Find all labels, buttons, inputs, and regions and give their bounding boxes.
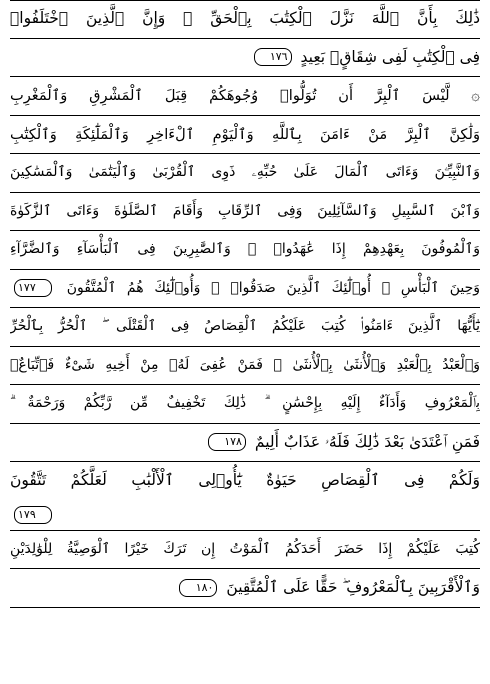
verse-line-11 <box>10 385 480 424</box>
line-text: بِٱلْمَعْرُوفِ وَأَدَآءٌ إِلَيْهِ بِإِحْسَٰنٍ ۗ ذَٰلِكَ تَخْفِيفٌ مِّن رَّبِّكُمْ وَرَحْمَةٌ ۗ <box>10 395 480 411</box>
verse-line-9 <box>10 308 480 347</box>
verse-line-4 <box>10 116 480 155</box>
ayah-number-marker: ١٧٦ <box>254 48 292 66</box>
verse-line-10 <box>10 347 480 386</box>
verse-line-15 <box>10 531 480 570</box>
line-text: ۞ لَّيْسَ ٱلْبِرَّ أَن تُوَلُّوا۟ وُجُوهَكُمْ قِبَلَ ٱلْمَشْرِقِ وَٱلْمَغْرِبِ <box>10 87 480 104</box>
line-text: يَٰٓأَيُّهَا ٱلَّذِينَ ءَامَنُوا۟ كُتِبَ عَلَيْكُمُ ٱلْقِصَاصُ فِى ٱلْقَتْلَى ۖ ٱلْحُرُّ بِٱلْحُرِّ <box>10 318 480 334</box>
line-text: وَٱلْمُوفُونَ بِعَهْدِهِمْ إِذَا عَٰهَدُوا۟ ۖ وَٱلصَّٰبِرِينَ فِى ٱلْبَأْسَآءِ وَٱلضَّرَّآءِ <box>10 241 480 257</box>
verse-line-6 <box>10 193 480 232</box>
verse-line-7 <box>10 231 480 270</box>
verse-line-14 <box>10 500 480 531</box>
verse-line-5 <box>10 154 480 193</box>
line-text: كُتِبَ عَلَيْكُمْ إِذَا حَضَرَ أَحَدَكُمُ ٱلْمَوْتُ إِن تَرَكَ خَيْرًا ٱلْوَصِيَّةُ لِلْوَٰلِدَيْنِ <box>10 540 480 557</box>
verse-line-12 <box>10 424 480 463</box>
verse-line-1 <box>10 0 480 39</box>
line-text: فِى ٱلْكِتَٰبِ لَفِى شِقَاقٍۭ بَعِيدٍ <box>300 47 480 66</box>
line-text: وَٱلنَّبِيِّـۧنَ وَءَاتَى ٱلْمَالَ عَلَىٰ حُبِّهِۦ ذَوِى ٱلْقُرْبَىٰ وَٱلْيَتَٰمَىٰ وَٱلْمَسَٰكِينَ <box>10 164 480 180</box>
verse-line-3 <box>10 77 480 116</box>
line-text: ذَٰلِكَ بِأَنَّ ٱللَّهَ نَزَّلَ ٱلْكِتَٰبَ بِٱلْحَقِّ ۗ وَإِنَّ ٱلَّذِينَ ٱخْتَلَفُوا۟ <box>10 9 480 27</box>
line-text: وَٱلْعَبْدُ بِٱلْعَبْدِ وَٱلْأُنثَىٰ بِٱلْأُنثَىٰ ۚ فَمَنْ عُفِىَ لَهُۥ مِنْ أَخِيهِ شَىْءٌ فَٱتِّبَاعٌۢ <box>10 356 480 373</box>
ayah-number-marker: ١٧٨ <box>208 433 246 451</box>
verse-line-2 <box>10 39 480 78</box>
line-text: وَلَٰكِنَّ ٱلْبِرَّ مَنْ ءَامَنَ بِٱللَّهِ وَٱلْيَوْمِ ٱلْءَاخِرِ وَٱلْمَلَٰٓئِكَةِ وَٱلْكِتَٰبِ <box>10 125 480 143</box>
verse-line-8 <box>10 270 480 309</box>
line-text: وَٱبْنَ ٱلسَّبِيلِ وَٱلسَّآئِلِينَ وَفِى ٱلرِّقَابِ وَأَقَامَ ٱلصَّلَوٰةَ وَءَاتَى ٱلزَّكَوٰةَ <box>10 202 480 219</box>
verse-line-16 <box>10 569 480 608</box>
line-text: وَلَكُمْ فِى ٱلْقِصَاصِ حَيَوٰةٌ يَٰٓأُو۟لِى ٱلْأَلْبَٰبِ لَعَلَّكُمْ تَتَّقُونَ <box>10 471 480 489</box>
ayah-number-marker: ١٧٩ <box>14 506 52 524</box>
line-text: فَمَنِ ٱعْتَدَىٰ بَعْدَ ذَٰلِكَ فَلَهُۥ عَذَابٌ أَلِيمٌ <box>254 432 480 451</box>
ayah-number-marker: ١٧٧ <box>14 279 52 297</box>
verse-line-13 <box>10 462 480 500</box>
line-text: وَٱلْأَقْرَبِينَ بِٱلْمَعْرُوفِ ۖ حَقًّا عَلَى ٱلْمُتَّقِينَ <box>226 578 480 596</box>
ayah-number-marker: ١٨٠ <box>179 579 217 597</box>
line-text: وَحِينَ ٱلْبَأْسِ ۗ أُو۟لَٰٓئِكَ ٱلَّذِينَ صَدَقُوا۟ ۖ وَأُو۟لَٰٓئِكَ هُمُ ٱلْمُتَّقُونَ <box>66 279 480 296</box>
